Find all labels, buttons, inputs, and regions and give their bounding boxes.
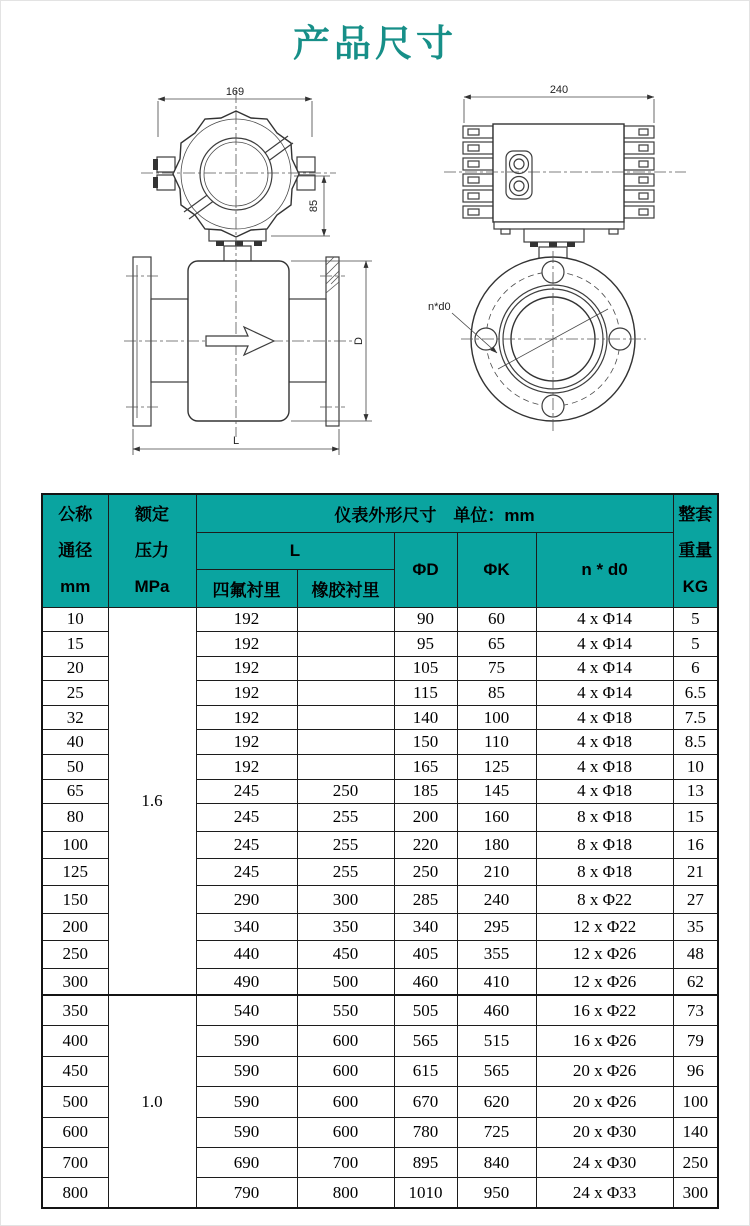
cell-phik: 620 [457, 1087, 536, 1117]
cell-weight: 6.5 [673, 681, 718, 706]
cell-phid: 460 [394, 968, 457, 995]
cell-phik: 180 [457, 831, 536, 858]
cell-weight: 48 [673, 941, 718, 968]
cell-phid: 405 [394, 941, 457, 968]
cell-weight: 21 [673, 859, 718, 886]
cell-rubber: 550 [297, 995, 394, 1025]
cell-phid: 90 [394, 607, 457, 632]
cell-ptfe: 192 [196, 607, 297, 632]
cell-rubber: 800 [297, 1178, 394, 1208]
header-ptfe-liner: 四氟衬里 [196, 569, 297, 607]
cell-rubber [297, 632, 394, 657]
cell-dn: 15 [42, 632, 108, 657]
header-nominal-diameter: 公称 通径 mm [42, 494, 108, 607]
cell-ptfe: 690 [196, 1147, 297, 1177]
page-title: 产品尺寸 [293, 23, 457, 64]
cell-nd0: 8 x Φ18 [536, 859, 673, 886]
cell-weight: 79 [673, 1026, 718, 1056]
cell-nd0: 8 x Φ18 [536, 831, 673, 858]
cell-nd0: 12 x Φ26 [536, 968, 673, 995]
cell-phik: 60 [457, 607, 536, 632]
cell-phid: 895 [394, 1147, 457, 1177]
cell-phid: 780 [394, 1117, 457, 1147]
cell-phik: 145 [457, 779, 536, 804]
cell-dn: 350 [42, 995, 108, 1025]
header-length-L: L [196, 532, 394, 569]
cell-nd0: 8 x Φ22 [536, 886, 673, 913]
cell-ptfe: 192 [196, 632, 297, 657]
cell-ptfe: 192 [196, 656, 297, 681]
header-phi-d: ΦD [394, 532, 457, 607]
cell-phik: 210 [457, 859, 536, 886]
cell-dn: 400 [42, 1026, 108, 1056]
cell-ptfe: 192 [196, 681, 297, 706]
cell-ptfe: 340 [196, 913, 297, 940]
cell-phik: 295 [457, 913, 536, 940]
cell-rubber: 350 [297, 913, 394, 940]
cell-weight: 8.5 [673, 730, 718, 755]
cell-phid: 615 [394, 1056, 457, 1086]
cell-ptfe: 245 [196, 804, 297, 831]
cell-dn: 25 [42, 681, 108, 706]
left-drawing [124, 86, 372, 455]
cell-phik: 240 [457, 886, 536, 913]
cell-dn: 10 [42, 607, 108, 632]
cell-phik: 110 [457, 730, 536, 755]
header-rubber-liner: 橡胶衬里 [297, 569, 394, 607]
cell-ptfe: 245 [196, 779, 297, 804]
cell-nd0: 4 x Φ18 [536, 705, 673, 730]
cell-ptfe: 245 [196, 859, 297, 886]
cell-phik: 85 [457, 681, 536, 706]
cell-phik: 410 [457, 968, 536, 995]
cell-phid: 105 [394, 656, 457, 681]
cell-pressure: 1.6 [108, 607, 196, 995]
cell-nd0: 8 x Φ18 [536, 804, 673, 831]
cell-weight: 73 [673, 995, 718, 1025]
cell-phik: 950 [457, 1178, 536, 1208]
cell-phid: 165 [394, 755, 457, 780]
cell-dn: 700 [42, 1147, 108, 1177]
cell-ptfe: 490 [196, 968, 297, 995]
cell-dn: 50 [42, 755, 108, 780]
cell-weight: 16 [673, 831, 718, 858]
cell-rubber: 600 [297, 1026, 394, 1056]
cell-nd0: 4 x Φ18 [536, 755, 673, 780]
cell-ptfe: 440 [196, 941, 297, 968]
table-row [42, 607, 718, 632]
cell-nd0: 4 x Φ18 [536, 779, 673, 804]
cell-phid: 1010 [394, 1178, 457, 1208]
cell-phik: 75 [457, 656, 536, 681]
cell-weight: 13 [673, 779, 718, 804]
cell-ptfe: 590 [196, 1117, 297, 1147]
dim-length-label: L [232, 435, 240, 447]
technical-drawings [36, 79, 726, 479]
cell-phid: 150 [394, 730, 457, 755]
cell-ptfe: 290 [196, 886, 297, 913]
header-row [42, 494, 718, 532]
cell-nd0: 4 x Φ14 [536, 656, 673, 681]
cell-weight: 300 [673, 1178, 718, 1208]
cell-ptfe: 192 [196, 755, 297, 780]
cell-phik: 840 [457, 1147, 536, 1177]
cell-phik: 515 [457, 1026, 536, 1056]
cell-phid: 250 [394, 859, 457, 886]
cell-weight: 7.5 [673, 705, 718, 730]
cell-rubber: 255 [297, 804, 394, 831]
cell-dn: 150 [42, 886, 108, 913]
cell-weight: 6 [673, 656, 718, 681]
cell-phid: 220 [394, 831, 457, 858]
cell-ptfe: 540 [196, 995, 297, 1025]
cell-nd0: 12 x Φ26 [536, 941, 673, 968]
cell-dn: 600 [42, 1117, 108, 1147]
cell-nd0: 12 x Φ22 [536, 913, 673, 940]
cell-dn: 500 [42, 1087, 108, 1117]
cell-rubber: 600 [297, 1087, 394, 1117]
cell-phik: 160 [457, 804, 536, 831]
cell-pressure: 1.0 [108, 995, 196, 1208]
cell-weight: 250 [673, 1147, 718, 1177]
converter-housing [493, 124, 624, 222]
right-drawing [428, 84, 686, 431]
cell-weight: 140 [673, 1117, 718, 1147]
cell-dn: 450 [42, 1056, 108, 1086]
cell-dn: 100 [42, 831, 108, 858]
cell-nd0: 20 x Φ26 [536, 1056, 673, 1086]
header-pressure: 额定 压力 MPa [108, 494, 196, 607]
cell-phik: 100 [457, 705, 536, 730]
cell-ptfe: 790 [196, 1178, 297, 1208]
cell-rubber [297, 681, 394, 706]
cell-ptfe: 590 [196, 1087, 297, 1117]
dim-width-label: 240 [549, 84, 569, 96]
cell-phik: 565 [457, 1056, 536, 1086]
cell-nd0: 4 x Φ14 [536, 632, 673, 657]
cell-rubber: 700 [297, 1147, 394, 1177]
cell-rubber: 500 [297, 968, 394, 995]
cell-ptfe: 192 [196, 730, 297, 755]
header-weight: 整套 重量 KG [673, 494, 718, 607]
cell-nd0: 4 x Φ18 [536, 730, 673, 755]
cell-nd0: 20 x Φ26 [536, 1087, 673, 1117]
cell-nd0: 4 x Φ14 [536, 607, 673, 632]
cell-weight: 10 [673, 755, 718, 780]
cell-dn: 80 [42, 804, 108, 831]
dim-width-label: 169 [225, 86, 245, 98]
cell-rubber: 255 [297, 831, 394, 858]
cell-ptfe: 245 [196, 831, 297, 858]
cell-phik: 65 [457, 632, 536, 657]
cell-dn: 200 [42, 913, 108, 940]
dim-height-label: 85 [308, 199, 320, 213]
cell-rubber: 450 [297, 941, 394, 968]
cell-phid: 140 [394, 705, 457, 730]
cell-rubber: 600 [297, 1117, 394, 1147]
cell-nd0: 20 x Φ30 [536, 1117, 673, 1147]
cell-rubber: 250 [297, 779, 394, 804]
header-n-d0: n * d0 [536, 532, 673, 607]
cell-rubber: 600 [297, 1056, 394, 1086]
cell-phid: 200 [394, 804, 457, 831]
header-phi-k: ΦK [457, 532, 536, 607]
cell-dn: 250 [42, 941, 108, 968]
cell-nd0: 24 x Φ33 [536, 1178, 673, 1208]
cell-dn: 65 [42, 779, 108, 804]
cell-nd0: 16 x Φ22 [536, 995, 673, 1025]
cell-nd0: 24 x Φ30 [536, 1147, 673, 1177]
cell-dn: 32 [42, 705, 108, 730]
cell-ptfe: 192 [196, 705, 297, 730]
cell-phik: 460 [457, 995, 536, 1025]
cell-rubber [297, 705, 394, 730]
cell-rubber [297, 755, 394, 780]
cell-phik: 725 [457, 1117, 536, 1147]
cell-weight: 27 [673, 886, 718, 913]
cell-rubber [297, 730, 394, 755]
cell-dn: 20 [42, 656, 108, 681]
cell-phik: 355 [457, 941, 536, 968]
dimension-table [41, 493, 719, 1209]
cell-weight: 35 [673, 913, 718, 940]
cell-phid: 95 [394, 632, 457, 657]
cell-nd0: 16 x Φ26 [536, 1026, 673, 1056]
cell-weight: 5 [673, 607, 718, 632]
header-outline-unit: 仪表外形尺寸 单位：mm [196, 494, 673, 532]
cell-rubber: 255 [297, 859, 394, 886]
cell-phik: 125 [457, 755, 536, 780]
cell-dn: 800 [42, 1178, 108, 1208]
cell-phid: 505 [394, 995, 457, 1025]
bolt-hole-label: n*d0 [428, 301, 451, 313]
cell-dn: 125 [42, 859, 108, 886]
cell-rubber [297, 607, 394, 632]
dim-diameter-label: D [353, 337, 365, 345]
cell-rubber [297, 656, 394, 681]
cell-weight: 100 [673, 1087, 718, 1117]
cell-phid: 670 [394, 1087, 457, 1117]
cell-phid: 340 [394, 913, 457, 940]
cell-rubber: 300 [297, 886, 394, 913]
cell-phid: 115 [394, 681, 457, 706]
cell-weight: 62 [673, 968, 718, 995]
cell-weight: 15 [673, 804, 718, 831]
cell-phid: 285 [394, 886, 457, 913]
cell-ptfe: 590 [196, 1026, 297, 1056]
cell-dn: 300 [42, 968, 108, 995]
cell-phid: 565 [394, 1026, 457, 1056]
cell-phid: 185 [394, 779, 457, 804]
cell-weight: 5 [673, 632, 718, 657]
cell-ptfe: 590 [196, 1056, 297, 1086]
cell-dn: 40 [42, 730, 108, 755]
cell-nd0: 4 x Φ14 [536, 681, 673, 706]
cell-weight: 96 [673, 1056, 718, 1086]
table-row [42, 995, 718, 1025]
